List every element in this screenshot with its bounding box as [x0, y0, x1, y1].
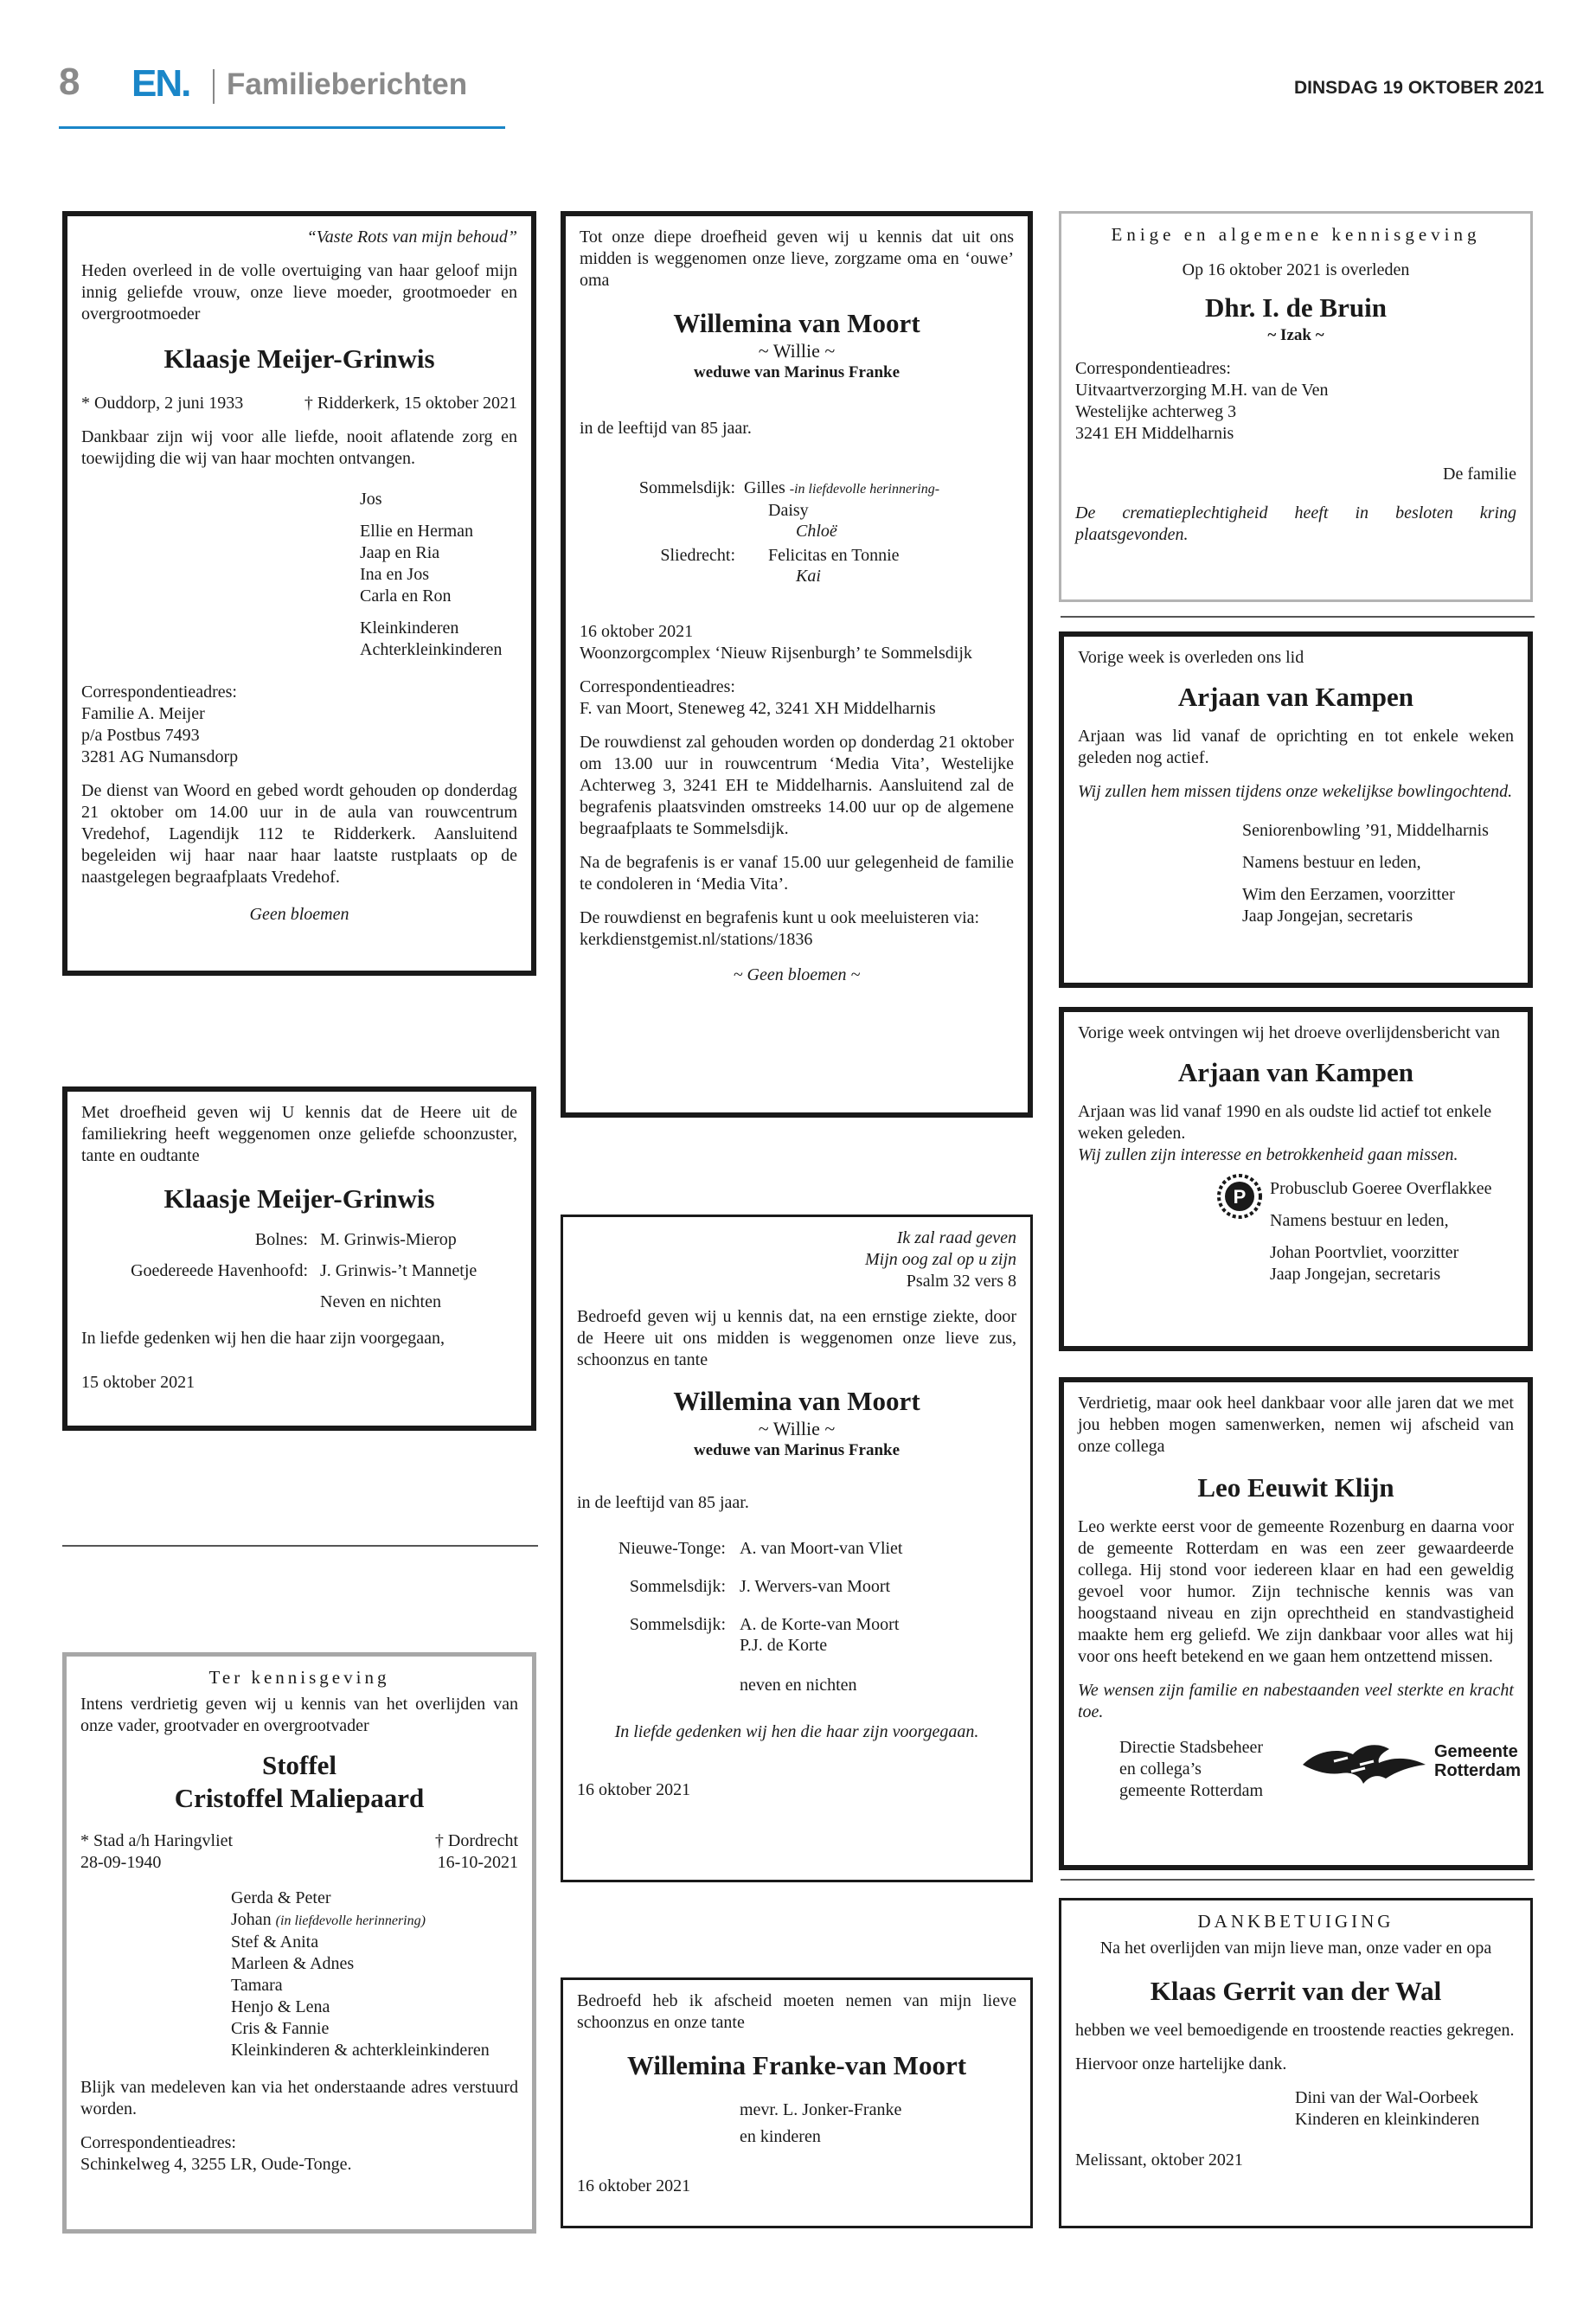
family-name: Achterkleinkinderen: [360, 640, 503, 659]
deceased-name: [80, 1749, 518, 1815]
signature-block: [1075, 2087, 1516, 2131]
corr-line: 3281 AG Numansdorp: [81, 747, 239, 766]
family-name: Kleinkinderen & achterkleinkinderen: [231, 2041, 490, 2060]
deceased-name: Arjaan van Kampen: [1177, 682, 1414, 712]
condolence-info: Na de begrafenis is er vanaf 15.00 uur gelegenheid de familie te condoleren in ‘Media Vita’.: [580, 853, 1014, 894]
correspondence-address: Schinkelweg 4, 3255 LR, Oude-Tonge.: [80, 2155, 352, 2174]
thanks-text: hebben we veel bemoedigende en troostende reacties gekregen.: [1075, 2021, 1515, 2040]
corr-line: Westelijke achterweg 3: [1075, 402, 1237, 421]
livestream-info: De rouwdienst en begrafenis kunt u ook meeluisteren via: kerkdienstgemist.nl/stations/1836: [580, 908, 980, 949]
signer: en collega’s: [1119, 1759, 1202, 1779]
family-name: neven en nichten: [740, 1676, 857, 1695]
place-label: Sommelsdijk:: [638, 478, 735, 497]
death-date: 16-10-2021: [437, 1853, 518, 1872]
birth: [80, 1830, 233, 1874]
notice-heading: Enige en algemene kennisgeving: [1111, 224, 1481, 245]
correspondence-address: [1075, 358, 1516, 445]
deceased-name: Klaasje Meijer-Grinwis: [163, 1183, 435, 1214]
logo-line: Rotterdam: [1434, 1761, 1522, 1780]
notice-arjaan-van-kampen-bowling: [1059, 631, 1533, 988]
notice-maliepaard: [62, 1652, 536, 2234]
family-name: Daisy: [768, 501, 809, 520]
signer: gemeente Rotterdam: [1119, 1781, 1264, 1800]
signature: De familie: [1443, 465, 1516, 484]
logo-line: Gemeente: [1434, 1742, 1518, 1761]
brand-logo[interactable]: EN.: [131, 62, 190, 105]
notice-dankbetuiging: [1059, 1898, 1533, 2228]
family-name: Carla en Ron: [360, 586, 452, 606]
deceased-name: Dhr. I. de Bruin: [1205, 292, 1387, 323]
place-label: Sommelsdijk:: [629, 1615, 726, 1634]
family-name: J. Wervers-van Moort: [740, 1577, 891, 1596]
family-name: Ellie en Herman: [360, 522, 474, 541]
notice-arjaan-van-kampen-probus: [1059, 1007, 1533, 1351]
place-label: Goedereede Havenhoofd:: [131, 1261, 308, 1280]
correspondence-address: [81, 682, 517, 768]
signer: Dini van der Wal-Oorbeek: [1295, 2088, 1478, 2107]
birth-place: * Stad a/h Haringvliet: [80, 1831, 234, 1850]
family-name: P.J. de Korte: [740, 1636, 828, 1655]
family-name: Gilles: [744, 478, 785, 497]
deceased-name: Willemina Franke-van Moort: [626, 2050, 967, 2080]
place-label: Nieuwe-Tonge:: [618, 1539, 726, 1558]
signer: Jaap Jongejan, secretaris: [1270, 1265, 1441, 1284]
service-info: [81, 780, 517, 888]
family-name: Tamara: [231, 1976, 283, 1995]
place-label: Sliedrecht:: [660, 546, 735, 565]
member-text: Arjaan was lid vanaf 1990 en als oudste lid actief tot enkele weken geleden.: [1078, 1102, 1492, 1143]
signer: Kinderen en kleinkinderen: [1295, 2110, 1480, 2129]
family-member: [744, 478, 939, 500]
signer-group: [1119, 1737, 1263, 1802]
corr-line: 3241 EH Middelharnis: [1075, 424, 1234, 443]
signer: Directie Stadsbeheer: [1119, 1738, 1264, 1757]
signature-block: [1078, 820, 1514, 927]
rotterdam-lion-icon: [1299, 1739, 1429, 1787]
birth-date: * Ouddorp, 2 juni 1933: [81, 394, 244, 413]
corr-line: p/a Postbus 7493: [81, 726, 200, 745]
header-separator: [213, 69, 215, 104]
tribute-text: Leo werkte eerst voor de gemeente Rozenburg en daarna voor de gemeente Rotterdam en was een zeer gewaardeerde collega. Hij stond voor iedereen klaar en had een geweldig gevoel voor humor. Zijn technische kennis was van hoogstaand niveau en zijn oprechtheid en standvastigheid maakte hem erg geliefd. We zijn dankbaar voor alles wat hij voor ons heeft betekend en we gaan hem ontzettend missen.: [1078, 1517, 1514, 1666]
family-name: Kai: [796, 567, 821, 586]
verse-line: Ik zal raad geven: [896, 1228, 1016, 1247]
thanks-text: Dankbaar zijn wij voor alle liefde, nooit aflatende zorg en toewijding die wij van haar mochten ontvangen.: [81, 427, 517, 468]
verse-line: Mijn oog zal op u zijn: [864, 1250, 1016, 1269]
family-name: Jos: [360, 490, 382, 509]
family-block: [81, 1229, 517, 1316]
motto: “Vaste Rots van mijn behoud”: [306, 228, 517, 247]
header-rule: [59, 126, 505, 129]
miss-text: Wij zullen hem missen tijdens onze wekelijkse bowlingochtend.: [1078, 782, 1513, 801]
memory-note: (in liefdevolle herinnering): [275, 1913, 426, 1928]
deceased-name: Willemina van Moort: [673, 1386, 920, 1416]
deceased-name: Willemina van Moort: [673, 308, 920, 338]
deceased-name: Klaasje Meijer-Grinwis: [163, 343, 435, 374]
notice-date: 16 oktober 2021: [577, 1780, 691, 1799]
nickname: ~ Willie ~: [758, 1418, 836, 1439]
widow-of: weduwe van Marinus Franke: [693, 363, 901, 381]
family-name: Jaap en Ria: [360, 543, 440, 562]
correspondence-address: F. van Moort, Steneweg 42, 3241 XH Middelharnis: [580, 699, 936, 718]
board-line: Namens bestuur en leden,: [1270, 1211, 1449, 1230]
age: in de leeftijd van 85 jaar.: [577, 1493, 749, 1512]
family-name: Johan: [231, 1910, 272, 1929]
notice-leo-eeuwit-klijn: [1059, 1377, 1533, 1870]
service-info: De rouwdienst zal gehouden worden op donderdag 21 oktober om 13.00 uur in rouwcentrum ‘Media Vita’, Westelijke Achterweg 3, 3241 EH te Middelharnis. Aansluitend zal de begrafenis plaatsvinden omstreeks 14.00 uur op de algemene begraafplaats te Sommelsdijk.: [580, 733, 1014, 838]
family-name: Stef & Anita: [231, 1932, 319, 1952]
place-label: Sommelsdijk:: [629, 1577, 726, 1596]
death-date: † Ridderkerk, 15 oktober 2021: [304, 394, 517, 413]
family-name: Henjo & Lena: [231, 1997, 330, 2016]
section-title: Familieberichten: [227, 67, 468, 101]
corr-line: Uitvaartverzorging M.H. van de Ven: [1075, 381, 1329, 400]
notice-intro: Vorige week ontvingen wij het droeve overlijdensbericht van: [1078, 1023, 1500, 1042]
club-name: Seniorenbowling ’91, Middelharnis: [1242, 821, 1489, 840]
notice-willemina-franke-van-moort: [561, 1977, 1033, 2228]
family-name: A. van Moort-van Vliet: [740, 1539, 903, 1558]
birth-date: 28-09-1940: [80, 1853, 162, 1872]
rotterdam-logo-text: [1434, 1742, 1521, 1780]
psalm-ref: Psalm 32 vers 8: [906, 1272, 1016, 1291]
family-name: M. Grinwis-Mierop: [320, 1230, 457, 1249]
wish-text: We wensen zijn familie en nabestaanden veel sterkte en kracht toe.: [1078, 1681, 1514, 1721]
memory-text: In liefde gedenken wij hen die haar zijn voorgegaan.: [614, 1722, 979, 1741]
family-name: Marleen & Adnes: [231, 1954, 355, 1973]
family-name: Chloë: [796, 522, 837, 541]
notice-intro: Heden overleed in de volle overtuiging van haar geloof mijn innig geliefde vrouw, onze lieve moeder, grootmoeder en overgrootmoeder: [81, 261, 517, 324]
signer: Jaap Jongejan, secretaris: [1242, 907, 1413, 926]
family-name: Kleinkinderen: [360, 619, 459, 638]
notice-de-bruin: [1059, 211, 1533, 602]
family-name: A. de Korte-van Moort: [740, 1615, 900, 1634]
signature-block: [1078, 1178, 1514, 1285]
no-flowers: ~ Geen bloemen ~: [733, 965, 861, 984]
corr-label: Correspondentieadres:: [80, 2133, 236, 2152]
divider-right-2: [1061, 1879, 1535, 1881]
dates-row: [80, 1830, 518, 1874]
notice-klaasje-meijer-grinwis-2: [62, 1086, 536, 1431]
family-name: J. Grinwis-’t Mannetje: [320, 1261, 478, 1280]
family-name: Neven en nichten: [320, 1292, 441, 1311]
probus-logo-icon: [1216, 1173, 1263, 1220]
divider-right-1: [1061, 616, 1535, 618]
corr-label: Correspondentieadres:: [81, 683, 237, 702]
signature-block: [1078, 1737, 1522, 1803]
notice-intro: Na het overlijden van mijn lieve man, onze vader en opa: [1099, 1939, 1492, 1958]
notice-line: Op 16 oktober 2021 is overleden: [1182, 260, 1410, 279]
corr-label: Correspondentieadres:: [1075, 359, 1231, 378]
notice-willemina-van-moort-2: [561, 1215, 1033, 1882]
corr-label: Correspondentieadres:: [580, 677, 735, 696]
deceased-first-name: Stoffel: [261, 1750, 337, 1780]
deceased-full-name: Cristoffel Maliepaard: [174, 1783, 425, 1813]
family-name: Felicitas en Tonnie: [768, 546, 900, 565]
notice-klaasje-meijer-grinwis: [62, 211, 536, 976]
place-date: Melissant, oktober 2021: [1075, 2150, 1243, 2170]
notice-willemina-van-moort: [561, 211, 1033, 1118]
death: [435, 1830, 518, 1874]
thanks-line: Hiervoor onze hartelijke dank.: [1075, 2054, 1287, 2073]
no-flowers: Geen bloemen: [249, 905, 349, 924]
signer: en kinderen: [740, 2127, 821, 2146]
memory-text: In liefde gedenken wij hen die haar zijn voorgegaan,: [81, 1329, 445, 1348]
death-place: † Dordrecht: [434, 1831, 518, 1850]
family-list: [80, 1888, 518, 2061]
signature-block: [577, 2099, 1016, 2148]
notice-intro: Vorige week is overleden ons lid: [1078, 648, 1304, 667]
notice-intro: Bedroefd heb ik afscheid moeten nemen van mijn lieve schoonzus en onze tante: [577, 1991, 1016, 2032]
family-block: [577, 1538, 1016, 1694]
issue-date: DINSDAG 19 OKTOBER 2021: [1293, 78, 1544, 98]
signer: Johan Poortvliet, voorzitter: [1270, 1243, 1459, 1262]
notice-intro: Intens verdrietig geven wij u kennis van het overlijden van onze vader, grootvader en overgrootvader: [80, 1695, 518, 1735]
family-member: [231, 1909, 518, 1932]
signer: mevr. L. Jonker-Franke: [740, 2100, 902, 2119]
bible-verse: [577, 1227, 1016, 1271]
memory-note: -in liefdevolle herinnering-: [789, 482, 940, 497]
location: Woonzorgcomplex ‘Nieuw Rijsenburgh’ te Sommelsdijk: [580, 644, 972, 663]
burial-text: Aansluitend begeleiden wij haar naar haar laatste rustplaats op de naastgelegen begraafplaats Vredehof.: [81, 824, 517, 887]
nickname: ~ Willie ~: [758, 340, 836, 362]
family-name: Ina en Jos: [360, 565, 429, 584]
age: in de leeftijd van 85 jaar.: [580, 419, 752, 438]
notice-intro: Verdrietig, maar ook heel dankbaar voor alle jaren dat we met jou hebben mogen samenwerken, nemen wij afscheid van onze collega: [1078, 1394, 1514, 1456]
date-line: 16 oktober 2021: [580, 622, 694, 641]
sympathy-text: Blijk van medeleven kan via het onderstaande adres verstuurd worden.: [80, 2078, 518, 2118]
deceased-name: Arjaan van Kampen: [1177, 1057, 1414, 1087]
notice-heading: Ter kennisgeving: [208, 1667, 390, 1688]
corr-line: Familie A. Meijer: [81, 704, 205, 723]
family-list: [81, 489, 517, 661]
probus-logo-letter: P: [1233, 1186, 1247, 1208]
place-label: Bolnes:: [254, 1230, 308, 1249]
deceased-name: Klaas Gerrit van der Wal: [1150, 1976, 1442, 2006]
notice-intro: Bedroefd geven wij u kennis dat, na een ernstige ziekte, door de Heere uit ons midden is weggenomen onze lieve zus, schoonzus en tante: [577, 1307, 1016, 1369]
club-name: Probusclub Goeree Overflakkee: [1270, 1179, 1492, 1198]
notice-date: 16 oktober 2021: [577, 2176, 691, 2195]
divider-left: [62, 1545, 538, 1547]
widow-of: weduwe van Marinus Franke: [693, 1441, 901, 1459]
notice-date: 15 oktober 2021: [81, 1373, 195, 1392]
board-line: Namens bestuur en leden,: [1242, 853, 1421, 872]
service-text: De dienst van Woord en gebed wordt gehouden op donderdag 21 oktober om 14.00 uur in de aula van rouwcentrum Vredehof, Lagendijk 112 te Ridderkerk.: [81, 781, 517, 843]
family-name: Gerda & Peter: [231, 1888, 331, 1907]
miss-text: Wij zullen zijn interesse en betrokkenheid gaan missen.: [1078, 1145, 1458, 1164]
cremation-note: De crematieplechtigheid heeft in besloten kring plaatsgevonden.: [1075, 503, 1516, 544]
nickname: ~ Izak ~: [1267, 326, 1324, 344]
family-name: Cris & Fannie: [231, 2019, 330, 2038]
notice-intro: Met droefheid geven wij U kennis dat de Heere uit de familiekring heeft weggenomen onze geliefde schoonzuster, tante en oudtante: [81, 1103, 517, 1165]
signer: Wim den Eerzamen, voorzitter: [1242, 885, 1455, 904]
dates-row: [81, 393, 517, 414]
member-text: Arjaan was lid vanaf de oprichting en tot enkele weken geleden nog actief.: [1078, 727, 1514, 767]
notice-intro: Tot onze diepe droefheid geven wij u kennis dat uit ons midden is weggenomen onze lieve, zorgzame oma en ‘ouwe’ oma: [580, 228, 1014, 290]
notice-heading: DANKBETUIGING: [1197, 1911, 1394, 1932]
page-number: 8: [59, 61, 80, 103]
family-block: [580, 478, 1014, 590]
deceased-name: Leo Eeuwit Klijn: [1197, 1472, 1394, 1503]
